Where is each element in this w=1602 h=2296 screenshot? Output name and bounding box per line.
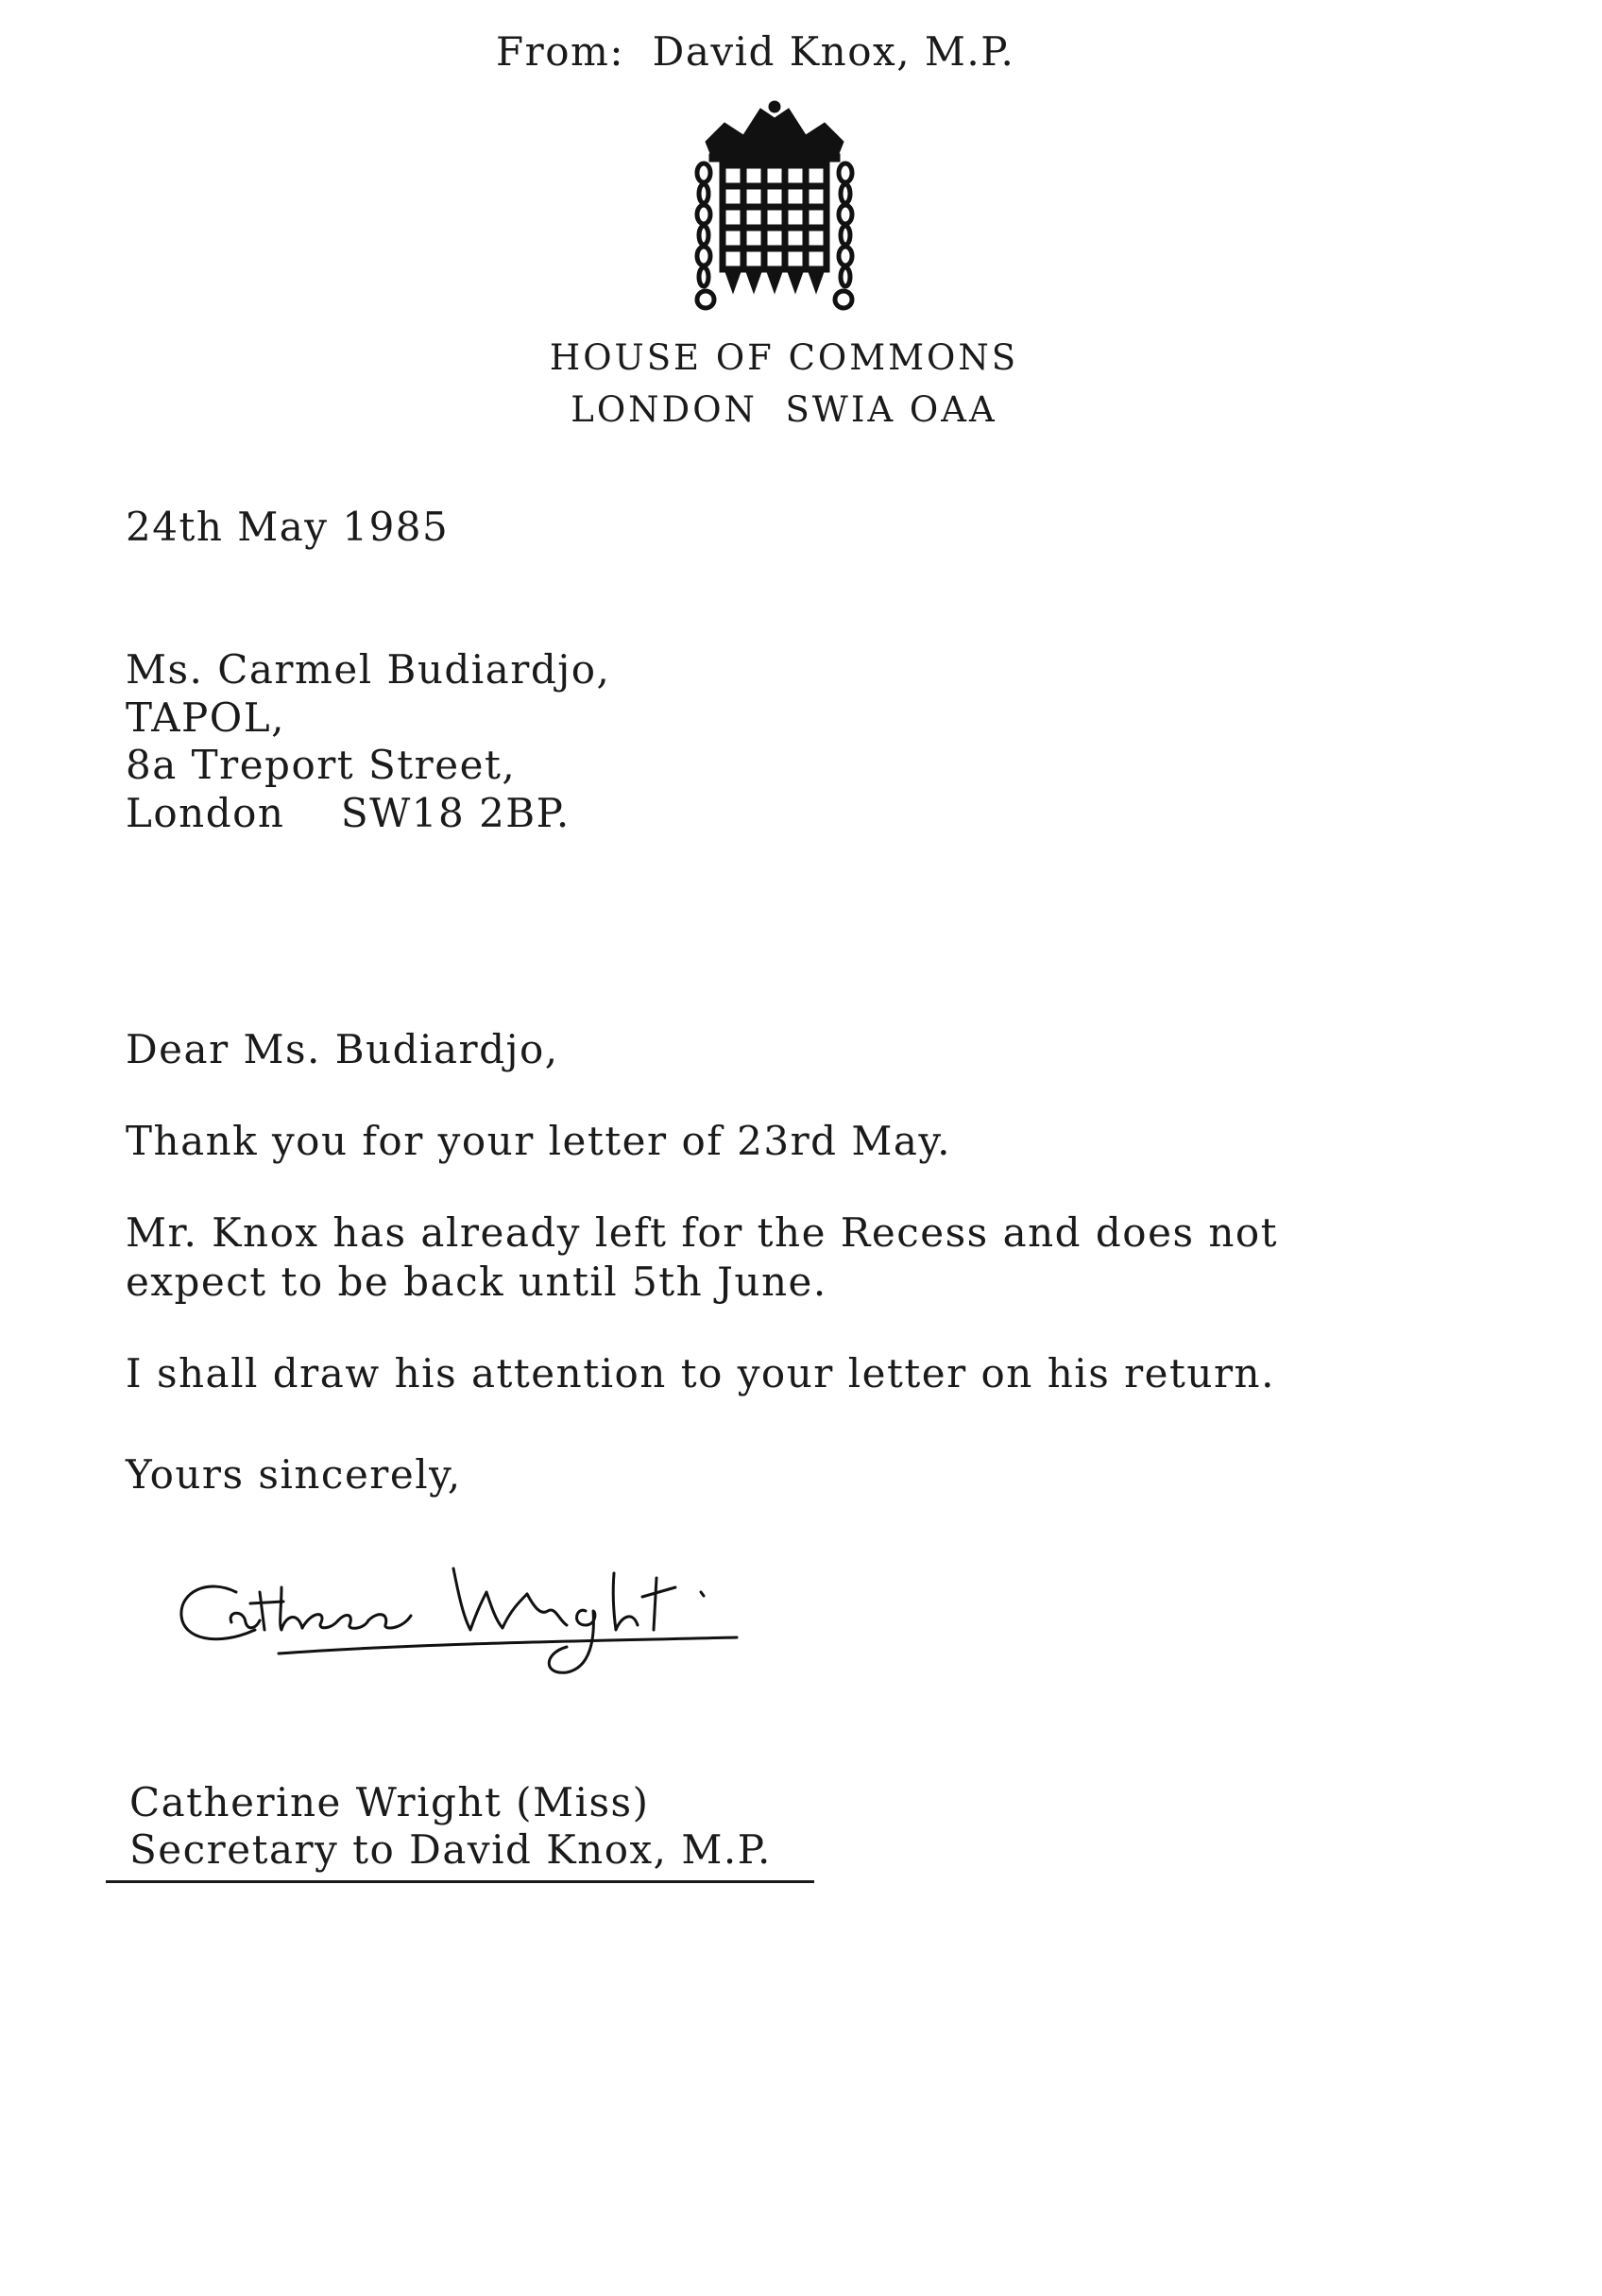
closing: Yours sincerely,	[126, 1451, 462, 1498]
signatory-name: Catherine Wright (Miss)	[129, 1779, 650, 1825]
salutation: Dear Ms. Budiardjo,	[126, 1026, 559, 1072]
body-paragraph-3: I shall draw his attention to your letter on his return.	[126, 1350, 1275, 1396]
body-paragraph-2-line-1: Mr. Knox has already left for the Recess and does not	[126, 1209, 1279, 1256]
recipient-street: 8a Treport Street,	[126, 742, 517, 788]
handwritten-signature	[170, 1535, 926, 1724]
letter-date: 24th May 1985	[126, 504, 450, 550]
body-paragraph-2-line-2: expect to be back until 5th June.	[126, 1259, 827, 1305]
from-line: From: David Knox, M.P.	[496, 28, 1015, 75]
signature-underline	[106, 1880, 814, 1883]
recipient-name: Ms. Carmel Budiardjo,	[126, 646, 611, 693]
signatory-title: Secretary to David Knox, M.P.	[129, 1826, 772, 1873]
recipient-city: London SW18 2BP.	[126, 790, 571, 836]
body-paragraph-1: Thank you for your letter of 23rd May.	[126, 1118, 951, 1164]
portcullis-crest-icon	[687, 99, 862, 312]
house-name: HOUSE OF COMMONS	[549, 337, 1019, 378]
recipient-org: TAPOL,	[126, 694, 285, 741]
house-address: LONDON SWIA OAA	[571, 389, 997, 430]
